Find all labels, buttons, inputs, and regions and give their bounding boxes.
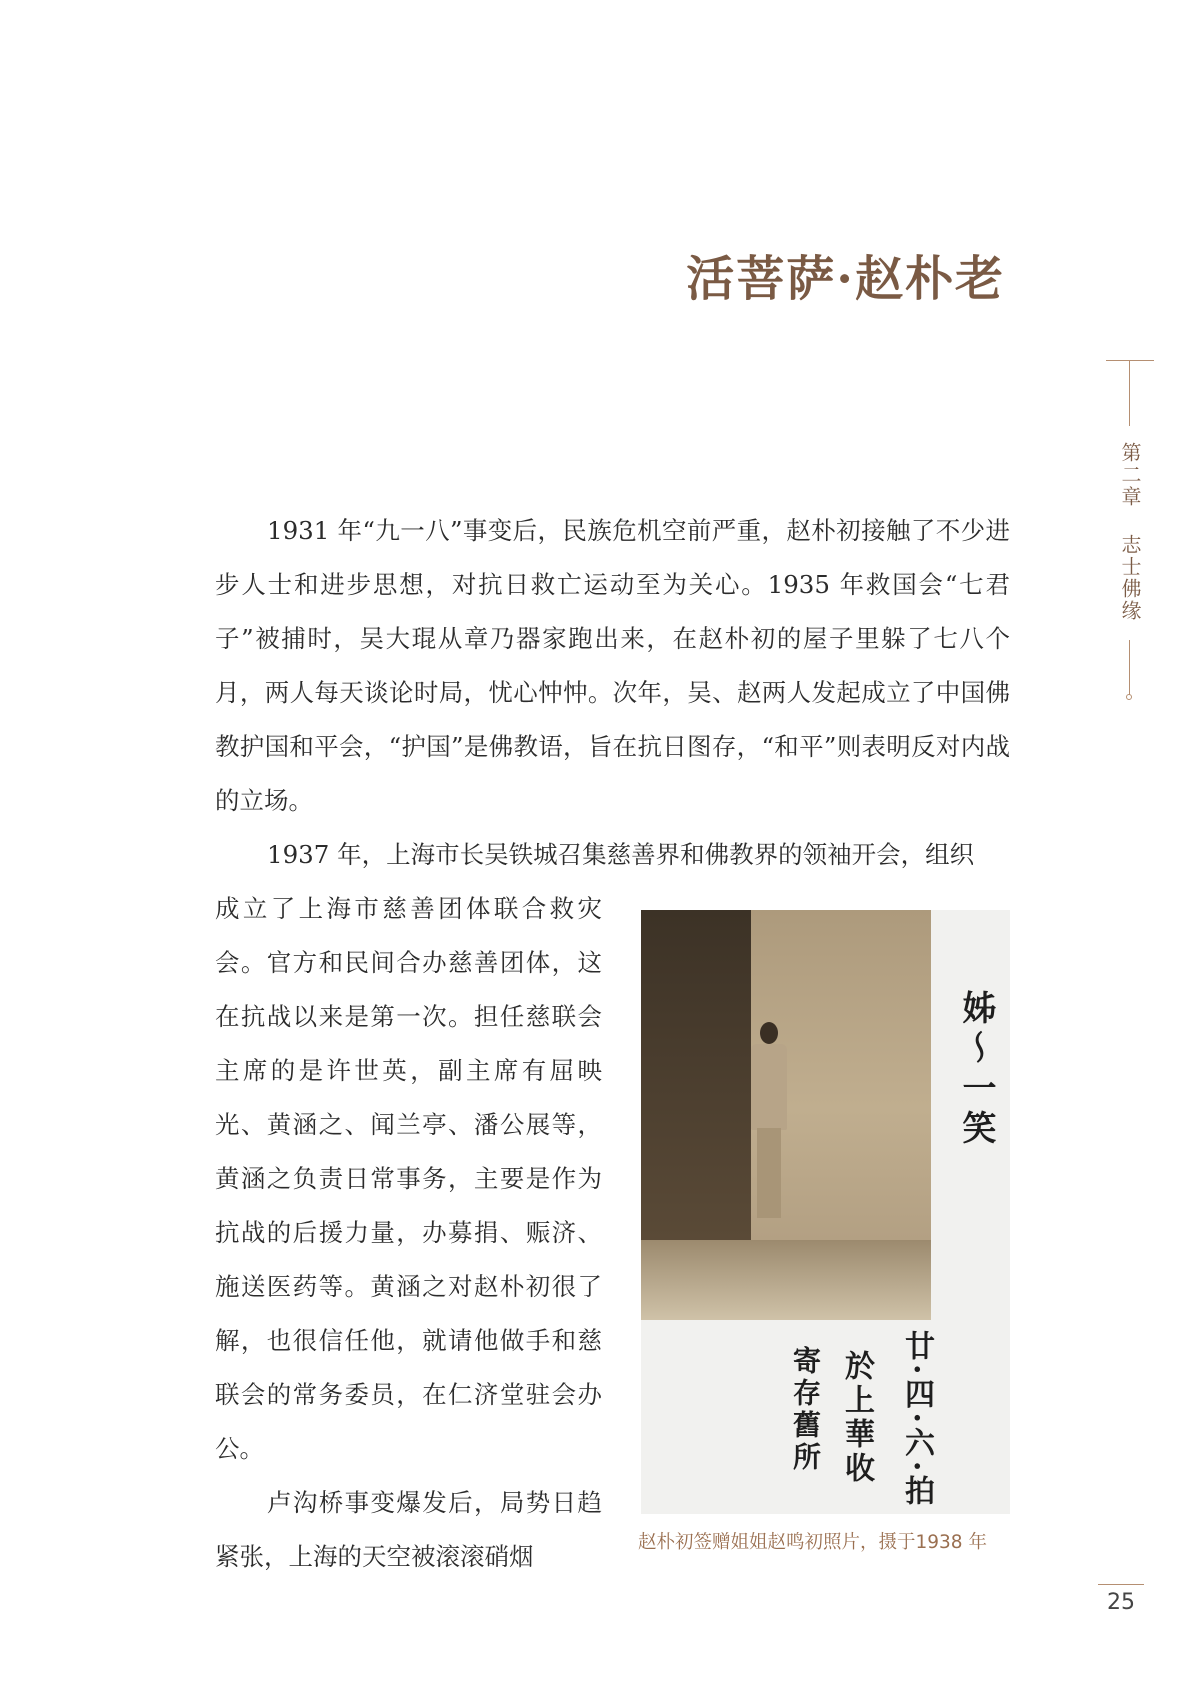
chapter-name: 志士佛缘	[1118, 534, 1142, 622]
chapter-rail-top	[1129, 360, 1130, 426]
chapter-label	[1112, 442, 1148, 622]
photo-inscription-1: 姊～一笑	[956, 990, 996, 1150]
body-paragraph-1: 1931 年“九一八”事变后，民族危机空前严重，赵朴初接触了不少进步人士和进步思想，对抗日救亡运动至为关心。1935 年救国会“七君子”被捕时，吴大琨从章乃器家跑出来，在赵朴初的屋子里躲了七八个月，两人每天谈论时局，忧心忡忡。次年，吴、赵两人发起成立了中国佛教护国和平会，“护国”是佛教语，旨在抗日图存，“和平”则表明反对内战的立场。	[215, 516, 1010, 815]
inscribed-photo	[641, 910, 1010, 1514]
photo-caption: 赵朴初签赠姐姐赵鸣初照片，摄于1938 年	[638, 1532, 987, 1553]
photo-inscription-3: 於上華收	[839, 1350, 874, 1486]
chapter-rail-dot	[1126, 694, 1132, 700]
page-title: 活菩萨·赵朴老	[686, 251, 1005, 307]
chapter-rail-bottom	[1129, 640, 1130, 696]
photo-inscription-4: 寄存舊所	[789, 1346, 822, 1474]
page-number: 25	[1107, 1590, 1135, 1615]
photo-person	[749, 1022, 789, 1222]
body-paragraph-2: 1937 年，上海市长吴铁城召集慈善界和佛教界的领袖开会，组织	[267, 840, 975, 869]
photo-inscription-2: 廿·四·六·拍	[899, 1330, 934, 1510]
photo-doorway	[641, 910, 751, 1240]
body-paragraph-3: 成立了上海市慈善团体联合救灾会。官方和民间合办慈善团体，这在抗战以来是第一次。担任慈联会主席的是许世英，副主席有屈映光、黄涵之、闻兰亭、潘公展等，黄涵之负责日常事务，主要是作为抗战的后援力量，办募捐、赈济、施送医药等。黄涵之对赵朴初很了解，也很信任他，就请他做手和慈联会的常务委员，在仁济堂驻会办公。	[215, 894, 602, 1463]
footer-rule	[1098, 1584, 1144, 1585]
photo-street	[641, 1240, 931, 1320]
chapter-rail-cap	[1106, 360, 1154, 361]
body-paragraph-4: 卢沟桥事变爆发后，局势日趋紧张，上海的天空被滚滚硝烟	[215, 1488, 602, 1571]
photo-print	[641, 910, 931, 1320]
chapter-number: 第二章	[1118, 442, 1142, 508]
